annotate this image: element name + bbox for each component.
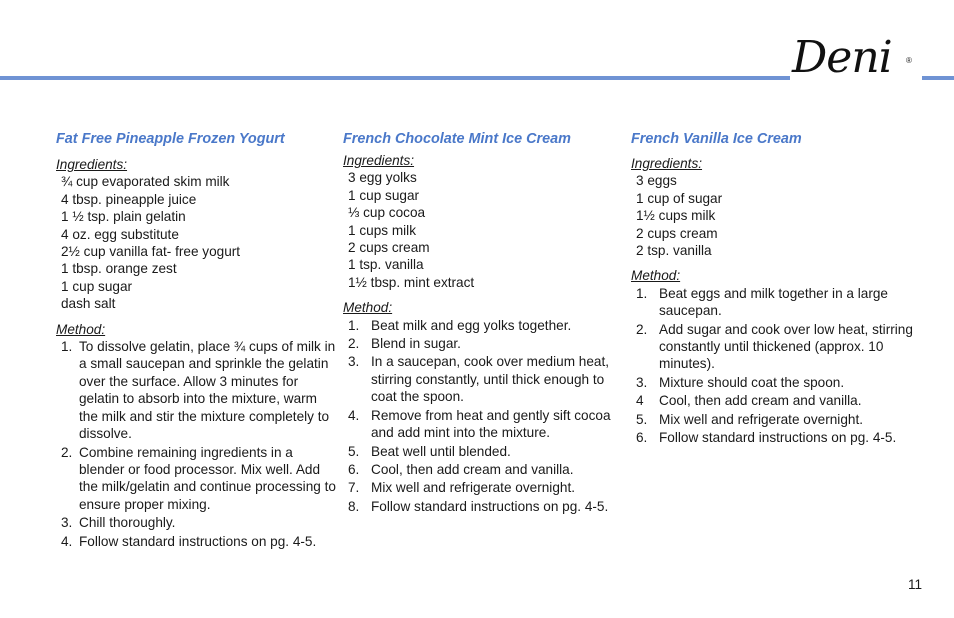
recipe-title: Fat Free Pineapple Frozen Yogurt — [56, 131, 285, 147]
step-text: Mixture should coat the spoon. — [659, 374, 845, 390]
ingredient-item: 1 tbsp. orange zest — [61, 261, 177, 277]
method-step — [636, 392, 931, 409]
ingredient-item: 4 tbsp. pineapple juice — [61, 191, 197, 207]
step-text: Follow standard instructions on pg. 4-5. — [79, 533, 317, 549]
method-step — [348, 479, 623, 496]
method-step — [636, 429, 931, 446]
recipe-title: French Vanilla Ice Cream — [631, 131, 802, 147]
ingredient-item: 2 tsp. vanilla — [636, 243, 712, 259]
method-step — [636, 321, 931, 373]
method-step — [348, 498, 623, 515]
registered-mark: ® — [906, 56, 912, 65]
method-step — [348, 353, 623, 405]
ingredient-item: 1 cup sugar — [61, 278, 133, 294]
ingredients-list — [61, 173, 336, 312]
method-step — [636, 285, 931, 320]
ingredients-label: Ingredients: — [631, 156, 703, 171]
ingredients-label: Ingredients: — [56, 157, 128, 172]
method-step — [348, 335, 623, 352]
ingredients-list — [636, 172, 931, 259]
recipe-title: French Chocolate Mint Ice Cream — [343, 131, 571, 147]
step-text: Add sugar and cook over low heat, stirring constantly until thickened (approx. 10 minutes). — [659, 321, 913, 372]
ingredient-item: 1 tsp. vanilla — [348, 257, 424, 273]
ingredients-label: Ingredients: — [343, 153, 415, 168]
ingredient-item: ⅓ cup cocoa — [348, 205, 426, 221]
ingredient-item: dash salt — [61, 296, 116, 312]
step-number: 3. — [348, 354, 360, 370]
ingredient-item: 2½ cup vanilla fat- free yogurt — [61, 244, 241, 260]
ingredients-list — [348, 169, 623, 291]
step-number: 6. — [636, 430, 648, 446]
recipe-column-2 — [343, 130, 623, 515]
step-number: 6. — [348, 461, 360, 477]
recipe-column-3 — [631, 130, 931, 447]
ingredient-item: ¾ cup evaporated skim milk — [61, 174, 230, 190]
ingredient-item: 1½ tbsp. mint extract — [348, 274, 475, 290]
step-number: 1. — [636, 285, 648, 301]
step-number: 2. — [348, 336, 360, 352]
method-step — [348, 443, 623, 460]
method-list — [631, 285, 931, 447]
step-number: 1. — [348, 317, 360, 333]
step-number: 4. — [61, 533, 73, 549]
step-number: 2. — [61, 444, 73, 460]
step-text: Follow standard instructions on pg. 4-5. — [659, 430, 897, 446]
method-list — [56, 338, 336, 550]
ingredient-item: 2 cups cream — [348, 240, 430, 256]
method-step — [636, 374, 931, 391]
method-step — [61, 338, 336, 442]
method-step — [636, 411, 931, 428]
step-number: 7. — [348, 480, 360, 496]
step-number: 1. — [61, 339, 73, 355]
header-rule — [0, 76, 790, 80]
step-text: Combine remaining ingredients in a blender or food processor. Mix well. Add the milk/gelatin and continue processing to ensure proper mixing. — [79, 444, 336, 512]
logo-text: Deni — [792, 32, 892, 83]
page-number: 11 — [908, 577, 923, 592]
ingredient-item: 1 cup of sugar — [636, 190, 723, 206]
ingredient-item: 1 cup sugar — [348, 187, 420, 203]
method-step — [348, 461, 623, 478]
method-step — [61, 533, 336, 550]
step-text: Beat well until blended. — [371, 443, 511, 459]
step-text: Beat eggs and milk together in a large saucepan. — [659, 285, 888, 319]
method-step — [348, 317, 623, 334]
step-number: 3. — [61, 515, 73, 531]
step-text: To dissolve gelatin, place ¾ cups of milk in a small saucepan and sprinkle the gelatin over the surface. Allow 3 minutes for gelatin to absorb into the mixture, warm the milk and stir the mixture completely to dissolve. — [79, 339, 336, 442]
step-number: 5. — [636, 411, 648, 427]
step-text: Mix well and refrigerate overnight. — [659, 411, 863, 427]
step-number: 2. — [636, 321, 648, 337]
step-number: 5. — [348, 443, 360, 459]
recipe-column-1 — [56, 130, 336, 550]
method-step — [348, 407, 623, 442]
step-text: Blend in sugar. — [371, 336, 461, 352]
ingredient-item: 1½ cups milk — [636, 208, 716, 224]
step-text: Cool, then add cream and vanilla. — [371, 461, 574, 477]
step-text: Cool, then add cream and vanilla. — [659, 393, 862, 409]
method-step — [61, 514, 336, 531]
ingredient-item: 2 cups cream — [636, 225, 718, 241]
step-number: 4 — [636, 393, 644, 409]
step-number: 4. — [348, 407, 360, 423]
ingredient-item: 3 eggs — [636, 173, 677, 189]
ingredient-item: 1 cups milk — [348, 222, 416, 238]
ingredient-item: 1 ½ tsp. plain gelatin — [61, 209, 186, 225]
step-text: Follow standard instructions on pg. 4-5. — [371, 498, 609, 514]
ingredient-item: 3 egg yolks — [348, 170, 417, 186]
method-step — [61, 444, 336, 514]
step-text: Mix well and refrigerate overnight. — [371, 480, 575, 496]
step-number: 3. — [636, 374, 648, 390]
method-label: Method: — [56, 321, 106, 337]
method-list — [343, 317, 623, 515]
ingredient-item: 4 oz. egg substitute — [61, 226, 179, 242]
step-text: Remove from heat and gently sift cocoa and add mint into the mixture. — [371, 407, 611, 441]
step-text: Beat milk and egg yolks together. — [371, 317, 572, 333]
step-text: In a saucepan, cook over medium heat, stirring constantly, until thick enough to coat the spoon. — [371, 354, 610, 405]
step-number: 8. — [348, 498, 360, 514]
method-label: Method: — [343, 300, 393, 316]
method-label: Method: — [631, 268, 681, 284]
deni-logo — [788, 28, 932, 94]
step-text: Chill thoroughly. — [79, 515, 176, 531]
